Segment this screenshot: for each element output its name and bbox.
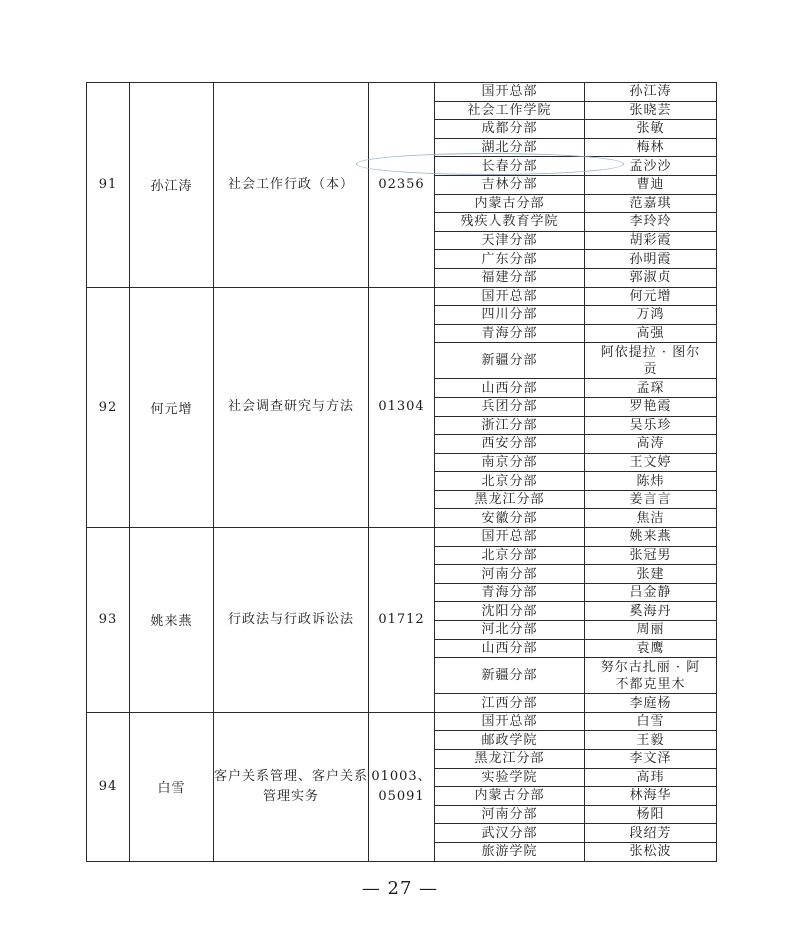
tutor-name: 吕金静 xyxy=(585,583,717,602)
branch-row xyxy=(435,565,716,584)
course-name: 客户关系管理、客户关系管理实务 xyxy=(214,712,369,861)
row-number: 91 xyxy=(87,83,130,288)
tutor-name: 王文婷 xyxy=(585,453,717,472)
branch-row xyxy=(435,343,716,379)
tutor-name: 王毅 xyxy=(585,731,717,750)
branch-row xyxy=(435,213,716,232)
branch-row xyxy=(435,490,716,509)
tutor-name: 李文泽 xyxy=(585,750,717,769)
branch-row xyxy=(435,250,716,269)
group-row xyxy=(87,712,717,861)
branch-name: 国开总部 xyxy=(435,528,585,546)
tutor-name: 范嘉琪 xyxy=(585,194,717,213)
tutor-name: 焦洁 xyxy=(585,509,717,527)
course-name: 社会工作行政（本） xyxy=(214,83,369,288)
tutor-name: 张松波 xyxy=(585,842,717,860)
tutor-name: 陈炜 xyxy=(585,472,717,491)
tutor-name: 努尔古扎丽 · 阿不都克里木 xyxy=(585,658,717,694)
branch-name: 河南分部 xyxy=(435,565,585,584)
branch-name: 安徽分部 xyxy=(435,509,585,527)
branch-name: 成都分部 xyxy=(435,120,585,139)
branch-name: 内蒙古分部 xyxy=(435,194,585,213)
tutor-name: 李玲玲 xyxy=(585,213,717,232)
branch-name: 实验学院 xyxy=(435,768,585,787)
course-name: 行政法与行政诉讼法 xyxy=(214,528,369,713)
branch-row xyxy=(435,805,716,824)
tutor-name: 袁鹰 xyxy=(585,639,717,658)
tutor-name: 何元增 xyxy=(585,288,717,306)
branch-row xyxy=(435,639,716,658)
branch-name: 黑龙江分部 xyxy=(435,750,585,769)
branch-name: 国开总部 xyxy=(435,83,585,101)
course-code: 01304 xyxy=(369,287,435,528)
branch-row xyxy=(435,694,716,712)
tutor-name: 周丽 xyxy=(585,621,717,640)
branch-row xyxy=(435,175,716,194)
branch-row xyxy=(435,546,716,565)
tutor-name: 姜言言 xyxy=(585,490,717,509)
tutor-name: 万鸿 xyxy=(585,306,717,325)
branch-row xyxy=(435,472,716,491)
branch-name: 长春分部 xyxy=(435,157,585,176)
branch-name: 旅游学院 xyxy=(435,842,585,860)
tutor-name: 孙江涛 xyxy=(585,83,717,101)
tutor-name: 阿依提拉 · 图尔贡 xyxy=(585,343,717,379)
branch-list xyxy=(435,288,716,528)
branch-row xyxy=(435,750,716,769)
tutor-name: 高涛 xyxy=(585,435,717,454)
branch-name: 青海分部 xyxy=(435,583,585,602)
branch-name: 沈阳分部 xyxy=(435,602,585,621)
tutor-name: 白雪 xyxy=(585,713,717,731)
tutor-name: 高玮 xyxy=(585,768,717,787)
branch-name: 四川分部 xyxy=(435,306,585,325)
branch-name: 广东分部 xyxy=(435,250,585,269)
tutor-name: 张冠男 xyxy=(585,546,717,565)
branch-row xyxy=(435,416,716,435)
tutor-name: 罗艳霞 xyxy=(585,397,717,416)
branch-list-cell xyxy=(435,83,717,288)
tutor-name: 姚来燕 xyxy=(585,528,717,546)
branch-name: 残疾人教育学院 xyxy=(435,213,585,232)
branch-row xyxy=(435,379,716,398)
tutor-name: 杨阳 xyxy=(585,805,717,824)
tutor-name: 曹迪 xyxy=(585,175,717,194)
branch-list-cell xyxy=(435,528,717,713)
branch-row xyxy=(435,768,716,787)
branch-row xyxy=(435,194,716,213)
branch-row xyxy=(435,787,716,806)
row-number: 94 xyxy=(87,712,130,861)
tutor-name: 李庭杨 xyxy=(585,694,717,712)
tutor-name: 郭淑贞 xyxy=(585,268,717,286)
branch-name: 国开总部 xyxy=(435,288,585,306)
branch-name: 邮政学院 xyxy=(435,731,585,750)
tutor-name: 吴乐珍 xyxy=(585,416,717,435)
branch-row xyxy=(435,120,716,139)
branch-row xyxy=(435,658,716,694)
branch-row xyxy=(435,157,716,176)
row-number: 92 xyxy=(87,287,130,528)
tutor-name: 孙明霞 xyxy=(585,250,717,269)
branch-row xyxy=(435,509,716,527)
branch-row xyxy=(435,268,716,286)
branch-row xyxy=(435,621,716,640)
branch-row xyxy=(435,306,716,325)
branch-row xyxy=(435,842,716,860)
branch-name: 新疆分部 xyxy=(435,343,585,379)
branch-name: 吉林分部 xyxy=(435,175,585,194)
branch-name: 内蒙古分部 xyxy=(435,787,585,806)
tutor-name: 张建 xyxy=(585,565,717,584)
tutor-name: 张敏 xyxy=(585,120,717,139)
branch-row xyxy=(435,435,716,454)
group-row xyxy=(87,287,717,528)
branch-list-cell xyxy=(435,287,717,528)
branch-name: 武汉分部 xyxy=(435,824,585,843)
branch-row xyxy=(435,231,716,250)
branch-name: 南京分部 xyxy=(435,453,585,472)
branch-name: 天津分部 xyxy=(435,231,585,250)
tutor-name: 奚海丹 xyxy=(585,602,717,621)
branch-name: 社会工作学院 xyxy=(435,101,585,120)
branch-list xyxy=(435,713,716,861)
branch-name: 北京分部 xyxy=(435,546,585,565)
group-row xyxy=(87,528,717,713)
branch-row xyxy=(435,824,716,843)
branch-row xyxy=(435,602,716,621)
branch-row xyxy=(435,453,716,472)
branch-row xyxy=(435,528,716,546)
tutor-name: 孟沙沙 xyxy=(585,157,717,176)
branch-name: 青海分部 xyxy=(435,324,585,343)
branch-row xyxy=(435,713,716,731)
group-row xyxy=(87,83,717,288)
branch-name: 新疆分部 xyxy=(435,658,585,694)
branch-list-cell xyxy=(435,712,717,861)
branch-list xyxy=(435,528,716,712)
course-name: 社会调查研究与方法 xyxy=(214,287,369,528)
tutor-name: 高强 xyxy=(585,324,717,343)
tutor-name: 林海华 xyxy=(585,787,717,806)
tutor-name: 张晓芸 xyxy=(585,101,717,120)
course-code: 01003、05091 xyxy=(369,712,435,861)
course-code: 01712 xyxy=(369,528,435,713)
branch-name: 国开总部 xyxy=(435,713,585,731)
branch-name: 湖北分部 xyxy=(435,138,585,157)
lead-teacher: 孙江涛 xyxy=(130,83,214,288)
tutor-name: 胡彩霞 xyxy=(585,231,717,250)
branch-name: 河北分部 xyxy=(435,621,585,640)
branch-row xyxy=(435,324,716,343)
branch-row xyxy=(435,83,716,101)
lead-teacher: 白雪 xyxy=(130,712,214,861)
branch-name: 山西分部 xyxy=(435,639,585,658)
tutor-name: 孟琛 xyxy=(585,379,717,398)
branch-row xyxy=(435,288,716,306)
branch-row xyxy=(435,731,716,750)
branch-name: 北京分部 xyxy=(435,472,585,491)
branch-row xyxy=(435,397,716,416)
lead-teacher: 何元增 xyxy=(130,287,214,528)
branch-name: 江西分部 xyxy=(435,694,585,712)
tutor-name: 段绍芳 xyxy=(585,824,717,843)
branch-name: 兵团分部 xyxy=(435,397,585,416)
branch-name: 山西分部 xyxy=(435,379,585,398)
page-number: — 27 — xyxy=(361,878,439,899)
branch-name: 福建分部 xyxy=(435,268,585,286)
branch-name: 浙江分部 xyxy=(435,416,585,435)
branch-name: 西安分部 xyxy=(435,435,585,454)
branch-name: 黑龙江分部 xyxy=(435,490,585,509)
row-number: 93 xyxy=(87,528,130,713)
branch-row xyxy=(435,101,716,120)
lead-teacher: 姚来燕 xyxy=(130,528,214,713)
branch-name: 河南分部 xyxy=(435,805,585,824)
course-code: 02356 xyxy=(369,83,435,288)
branch-list xyxy=(435,83,716,287)
branch-row xyxy=(435,138,716,157)
tutor-table xyxy=(86,82,717,862)
branch-row xyxy=(435,583,716,602)
tutor-name: 梅林 xyxy=(585,138,717,157)
